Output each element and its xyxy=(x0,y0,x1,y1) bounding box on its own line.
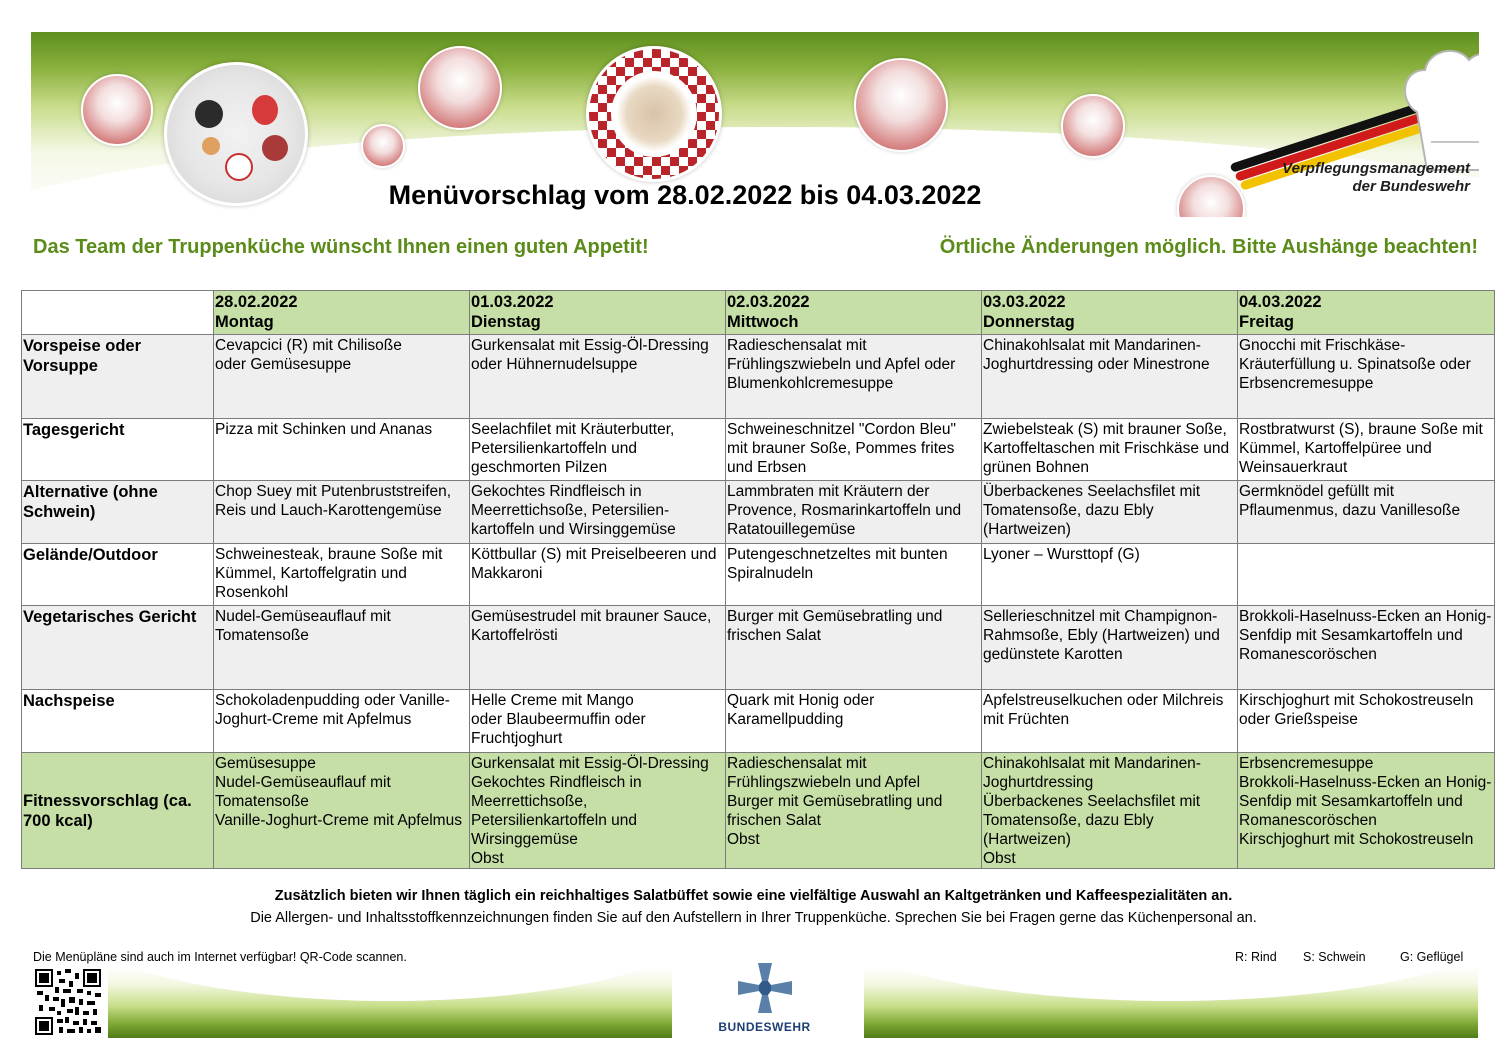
menu-cell: Helle Creme mit Mango oder Blaubeermuffin oder Fruchtjoghurt xyxy=(470,690,726,753)
day-name: Donnerstag xyxy=(983,313,1075,331)
menu-cell: Chinakohlsalat mit Mandarinen-Joghurtdressing oder Minestrone xyxy=(982,335,1238,419)
allergen-note: Die Allergen- und Inhaltsstoffkennzeichnungen finden Sie auf den Aufstellern in Ihrer Truppenküche. Sprechen Sie bei Fragen gerne das Küchenpersonal an. xyxy=(250,910,1257,926)
bundeswehr-logo xyxy=(712,963,817,1034)
coffee-cup-image xyxy=(586,46,722,182)
row-label: Vegetarisches Gericht xyxy=(22,606,214,690)
footer-band-right xyxy=(864,966,1478,1038)
day-name: Mittwoch xyxy=(727,313,799,331)
table-row xyxy=(22,481,1495,544)
legend-gefluegel: G: Geflügel xyxy=(1400,950,1464,964)
decorative-ball xyxy=(361,124,405,168)
chef-hat-icon xyxy=(1399,42,1479,177)
qr-code-icon[interactable] xyxy=(35,969,101,1035)
online-note: Die Menüpläne sind auch im Internet verfügbar! QR-Code scannen. xyxy=(33,950,407,964)
day-date: 04.03.2022 xyxy=(1239,293,1322,311)
day-header xyxy=(470,291,726,335)
menu-cell: Putengeschnetzeltes mit bunten Spiralnudeln xyxy=(726,544,982,606)
menu-cell: Lyoner – Wursttopf (G) xyxy=(982,544,1238,606)
menu-cell: Gekochtes Rindfleisch in Meerrettichsoße, Petersilien-kartoffeln und Wirsinggemüse xyxy=(470,481,726,544)
menu-cell: Lammbraten mit Kräutern der Provence, Rosmarinkartoffeln und Ratatouillegemüse xyxy=(726,481,982,544)
salad-buffet-note: Zusätzlich bieten wir Ihnen täglich ein reichhaltiges Salatbüffet sowie eine vielfältige Auswahl an Kaltgetränken und Kaffeespezialitäten an. xyxy=(274,888,1233,904)
menu-cell: Quark mit Honig oder Karamellpudding xyxy=(726,690,982,753)
decorative-ball xyxy=(418,46,502,130)
day-name: Freitag xyxy=(1239,313,1295,331)
row-label: Tagesgericht xyxy=(22,419,214,481)
menu-cell: Nudel-Gemüseauflauf mit Tomatensoße xyxy=(214,606,470,690)
legend-rind: R: Rind xyxy=(1235,950,1277,964)
decorative-ball xyxy=(1061,94,1125,158)
menu-cell: Erbsencremesuppe Brokkoli-Haselnuss-Ecken an Honig-Senfdip mit Sesamkartoffeln und Romanescoröschen Kirschjoghurt mit Schokostreuseln xyxy=(1238,753,1495,869)
menu-cell: Brokkoli-Haselnuss-Ecken an Honig-Senfdip mit Sesamkartoffeln und Romanescoröschen xyxy=(1238,606,1495,690)
table-row xyxy=(22,544,1495,606)
day-header xyxy=(1238,291,1495,335)
menu-cell: Radieschensalat mit Frühlingszwiebeln und Apfel oder Blumenkohlcremesuppe xyxy=(726,335,982,419)
menu-cell: Sellerieschnitzel mit Champignon-Rahmsoße, Ebly (Hartweizen) und gedünstete Karotten xyxy=(982,606,1238,690)
table-row xyxy=(22,606,1495,690)
menu-cell: Gemüsesuppe Nudel-Gemüseauflauf mit Tomatensoße Vanille-Joghurt-Creme mit Apfelmus xyxy=(214,753,470,869)
menu-cell: Chop Suey mit Putenbruststreifen, Reis und Lauch-Karottengemüse xyxy=(214,481,470,544)
header-corner xyxy=(22,291,214,335)
day-name: Dienstag xyxy=(471,313,541,331)
menu-cell: Schweinesteak, braune Soße mit Kümmel, Kartoffelgratin und Rosenkohl xyxy=(214,544,470,606)
day-date: 28.02.2022 xyxy=(215,293,298,311)
day-date: 01.03.2022 xyxy=(471,293,554,311)
menu-cell: Pizza mit Schinken und Ananas xyxy=(214,419,470,481)
menu-cell: Radieschensalat mit Frühlingszwiebeln und Apfel Burger mit Gemüsebratling und frischen Salat Obst xyxy=(726,753,982,869)
row-label: Fitnessvorschlag (ca. 700 kcal) xyxy=(22,753,214,869)
day-date: 02.03.2022 xyxy=(727,293,810,311)
menu-cell: Burger mit Gemüsebratling und frischen Salat xyxy=(726,606,982,690)
row-label: Alternative (ohne Schwein) xyxy=(22,481,214,544)
iron-cross-icon xyxy=(738,963,792,1013)
menu-cell: Zwiebelsteak (S) mit brauner Soße, Kartoffeltaschen mit Frischkäse und grünen Bohnen xyxy=(982,419,1238,481)
greeting-right: Örtliche Änderungen möglich. Bitte Aushänge beachten! xyxy=(939,236,1478,258)
page-title: Menüvorschlag vom 28.02.2022 bis 04.03.2022 xyxy=(388,180,982,210)
menu-cell: Gnocchi mit Frischkäse-Kräuterfüllung u. Spinatsoße oder Erbsencremesuppe xyxy=(1238,335,1495,419)
day-name: Montag xyxy=(215,313,274,331)
menu-cell: Apfelstreuselkuchen oder Milchreis mit Früchten xyxy=(982,690,1238,753)
day-header xyxy=(982,291,1238,335)
menu-cell: Kirschjoghurt mit Schokostreuseln oder Grießspeise xyxy=(1238,690,1495,753)
day-date: 03.03.2022 xyxy=(983,293,1066,311)
menu-cell: Chinakohlsalat mit Mandarinen-Joghurtdressing Überbackenes Seelachsfilet mit Tomatensoße, dazu Ebly (Hartweizen) Obst xyxy=(982,753,1238,869)
menu-cell: Gurkensalat mit Essig-Öl-Dressing Gekochtes Rindfleisch in Meerrettichsoße, Petersilienkartoffeln und Wirsinggemüse Obst xyxy=(470,753,726,869)
menu-cell: Gemüsestrudel mit brauner Sauce, Kartoffelrösti xyxy=(470,606,726,690)
decorative-ball xyxy=(854,58,948,152)
menu-cell: Gurkensalat mit Essig-Öl-Dressing oder Hühnernudelsuppe xyxy=(470,335,726,419)
logo-line-2: der Bundeswehr xyxy=(1352,178,1470,195)
decorative-ball xyxy=(81,74,153,146)
table-row xyxy=(22,335,1495,419)
bundeswehr-label: BUNDESWEHR xyxy=(718,1020,811,1034)
menu-cell: Köttbullar (S) mit Preiselbeeren und Makkaroni xyxy=(470,544,726,606)
row-label: Gelände/Outdoor xyxy=(22,544,214,606)
day-header xyxy=(214,291,470,335)
menu-cell: Cevapcici (R) mit Chilisoße oder Gemüsesuppe xyxy=(214,335,470,419)
day-header xyxy=(726,291,982,335)
table-header-row xyxy=(22,291,1495,335)
menu-cell: Rostbratwurst (S), braune Soße mit Kümmel, Kartoffelpüree und Weinsauerkraut xyxy=(1238,419,1495,481)
table-row xyxy=(22,753,1495,869)
footer-band-left xyxy=(108,966,672,1038)
menu-cell: Überbackenes Seelachsfilet mit Tomatensoße, dazu Ebly (Hartweizen) xyxy=(982,481,1238,544)
menu-cell: Seelachfilet mit Kräuterbutter, Petersilienkartoffeln und geschmorten Pilzen xyxy=(470,419,726,481)
table-row xyxy=(22,690,1495,753)
menu-cell: Germknödel gefüllt mit Pflaumenmus, dazu Vanillesoße xyxy=(1238,481,1495,544)
row-label: Vorspeise oder Vorsuppe xyxy=(22,335,214,419)
row-label: Nachspeise xyxy=(22,690,214,753)
menu-cell: Schweineschnitzel "Cordon Bleu" mit brauner Soße, Pommes frites und Erbsen xyxy=(726,419,982,481)
greeting-left: Das Team der Truppenküche wünscht Ihnen einen guten Appetit! xyxy=(33,236,649,258)
menu-cell xyxy=(1238,544,1495,606)
logo-line-1: Verpflegungsmanagement xyxy=(1282,160,1470,177)
menu-table xyxy=(21,290,1495,869)
legend-schwein: S: Schwein xyxy=(1303,950,1366,964)
menu-cell: Schokoladenpudding oder Vanille-Joghurt-Creme mit Apfelmus xyxy=(214,690,470,753)
table-row xyxy=(22,419,1495,481)
